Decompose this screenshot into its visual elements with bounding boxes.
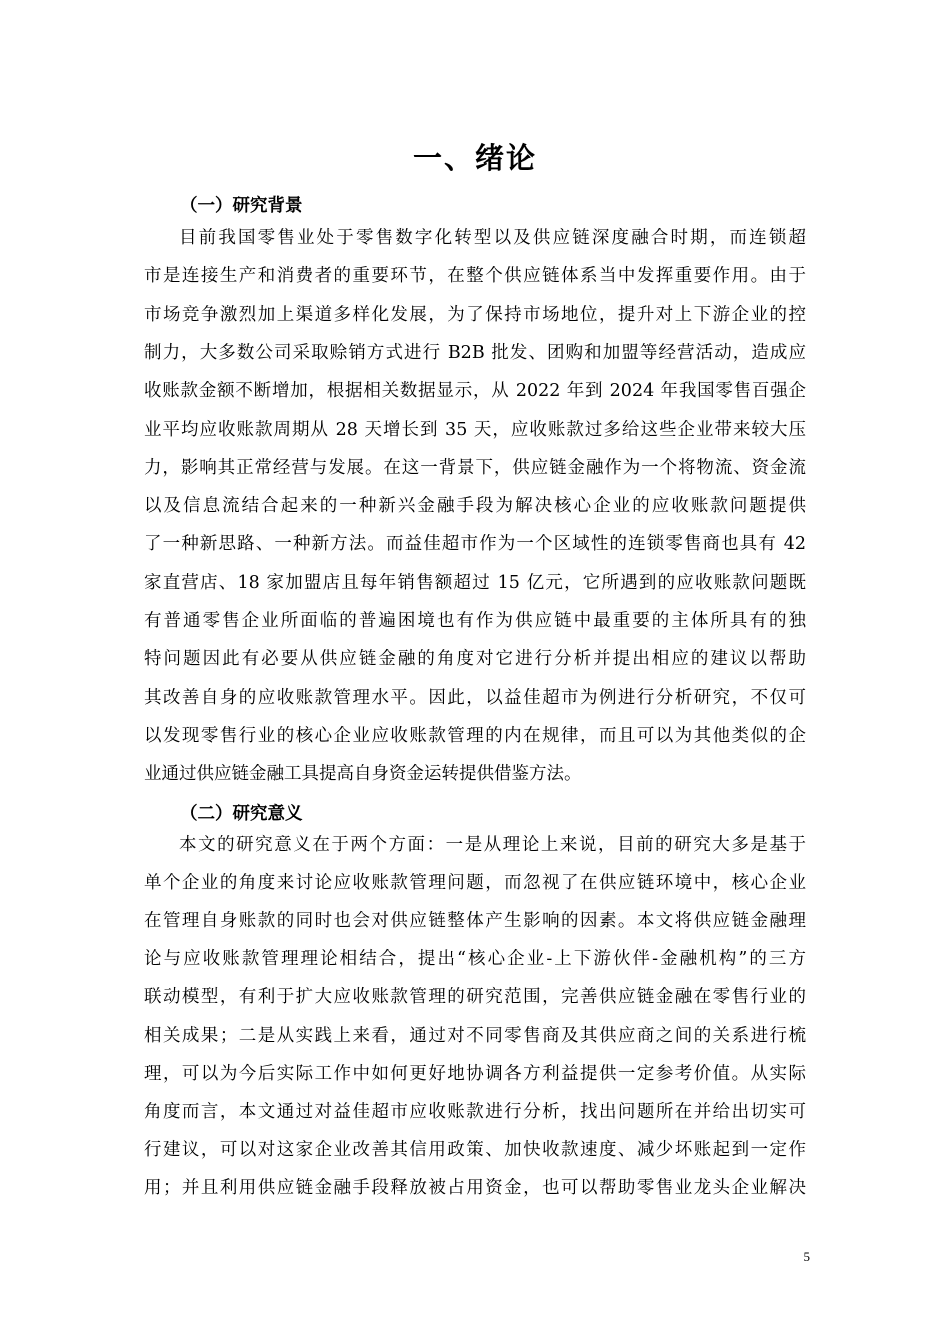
paragraph-line: 有普通零售企业所面临的普遍困境也有作为供应链中最重要的主体所具有的独 bbox=[144, 611, 806, 631]
paragraph-line: 制力，大多数公司采取赊销方式进行 B2B 批发、团购和加盟等经营活动，造成应 bbox=[144, 342, 806, 363]
paragraph-line: 力，影响其正常经营与发展。在这一背景下，供应链金融作为一个将物流、资金流 bbox=[144, 457, 806, 478]
paragraph-line: 收账款金额不断增加，根据相关数据显示，从 2022 年到 2024 年我国零售百强企 bbox=[144, 381, 806, 402]
paragraph-line: 以及信息流结合起来的一种新兴金融手段为解决核心企业的应收账款问题提供 bbox=[144, 496, 806, 517]
paragraph-line: 市场竞争激烈加上渠道多样化发展，为了保持市场地位，提升对上下游企业的控 bbox=[144, 304, 806, 325]
paragraph-line: 业通过供应链金融工具提高自身资金运转提供借鉴方法。 bbox=[144, 764, 582, 785]
page-number: 5 bbox=[803, 1249, 810, 1264]
paragraph-line: 目前我国零售业处于零售数字化转型以及供应链深度融合时期，而连锁超 bbox=[179, 228, 806, 248]
section-heading-significance: （二）研究意义 bbox=[180, 804, 303, 824]
paragraph-line: 理，可以为今后实际工作中如何更好地协调各方利益提供一定参考价值。从实际 bbox=[144, 1063, 806, 1084]
paragraph-line: 角度而言，本文通过对益佳超市应收账款进行分析，找出问题所在并给出切实可 bbox=[144, 1101, 806, 1122]
paragraph-line: 以发现零售行业的核心企业应收账款管理的内在规律，而且可以为其他类似的企 bbox=[144, 725, 806, 746]
paragraph-line: 单个企业的角度来讨论应收账款管理问题，而忽视了在供应链环境中，核心企业 bbox=[144, 873, 806, 894]
paragraph-line: 用；并且利用供应链金融手段释放被占用资金，也可以帮助零售业龙头企业解决 bbox=[144, 1177, 806, 1198]
paragraph-line: 在管理自身账款的同时也会对供应链整体产生影响的因素。本文将供应链金融理 bbox=[144, 911, 806, 932]
paragraph-line: 相关成果；二是从实践上来看，通过对不同零售商及其供应商之间的关系进行梳 bbox=[144, 1025, 806, 1046]
section-heading-background: （一）研究背景 bbox=[180, 196, 303, 216]
paragraph-line: 业平均应收账款周期从 28 天增长到 35 天，应收账款过多给这些企业带来较大压 bbox=[144, 419, 806, 440]
paragraph-line: 联动模型，有利于扩大应收账款管理的研究范围，完善供应链金融在零售行业的 bbox=[144, 987, 806, 1008]
paragraph-line: 了一种新思路、一种新方法。而益佳超市作为一个区域性的连锁零售商也具有 42 bbox=[144, 534, 806, 555]
paragraph-line: 家直营店、18 家加盟店且每年销售额超过 15 亿元，它所遇到的应收账款问题既 bbox=[144, 572, 806, 593]
paragraph-line: 论与应收账款管理理论相结合，提出“核心企业-上下游伙伴-金融机构”的三方 bbox=[144, 949, 806, 970]
paragraph-line: 本文的研究意义在于两个方面：一是从理论上来说，目前的研究大多是基于 bbox=[179, 835, 806, 855]
paragraph-line: 行建议，可以对这家企业改善其信用政策、加快收款速度、减少坏账起到一定作 bbox=[144, 1139, 806, 1160]
paragraph-line: 其改善自身的应收账款管理水平。因此，以益佳超市为例进行分析研究，不仅可 bbox=[144, 687, 806, 708]
paragraph-line: 市是连接生产和消费者的重要环节，在整个供应链体系当中发挥重要作用。由于 bbox=[144, 266, 806, 287]
chapter-title: 一、绪论 bbox=[412, 141, 537, 175]
paragraph-line: 特问题因此有必要从供应链金融的角度对它进行分析并提出相应的建议以帮助 bbox=[144, 649, 806, 670]
